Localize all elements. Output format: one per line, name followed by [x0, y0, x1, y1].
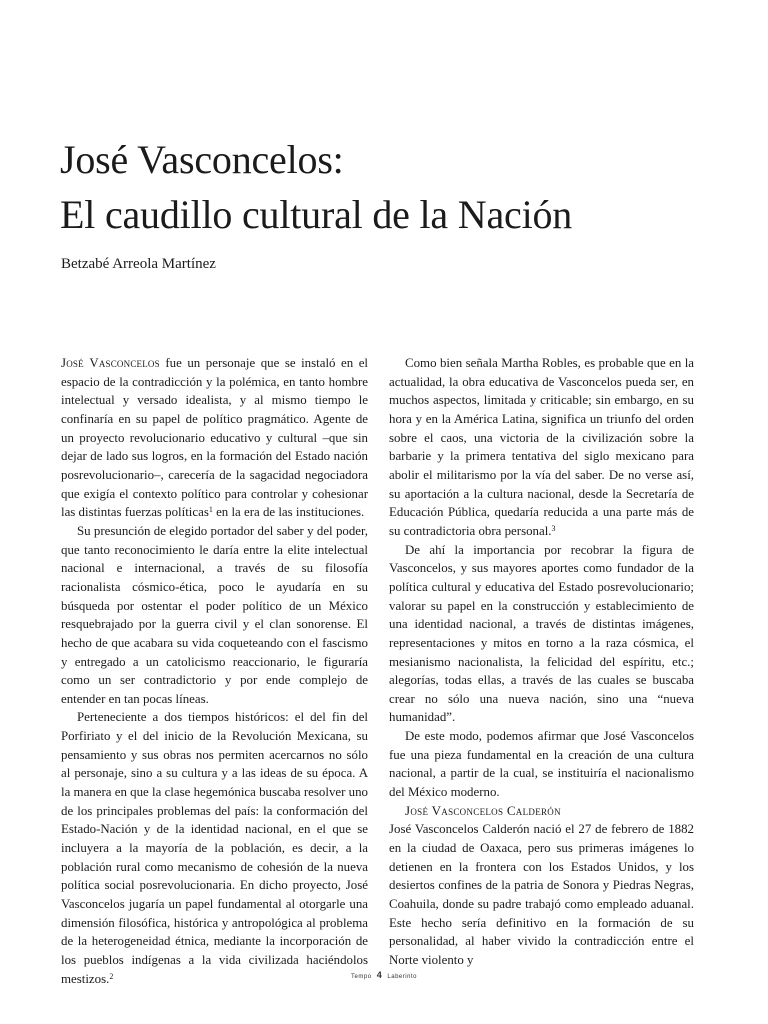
paragraph: Su presunción de elegido portador del saber y del poder, que tanto reconocimiento le daría entre la elite intelectual nacional e internacional, a través de su filosofía racionalista cósmico-ética, poco le ayudaría en su búsqueda por ostentar el poder político de un México resquebrajado por la guerra civil y el clan sonorense. El hecho de que acabara su vida coqueteando con el fascismo y entregado a un catolicismo reaccionario, le figuraría como un ser contradictorio y por ende complejo de entender en tan pocas líneas. [61, 523, 368, 706]
title-line-1: José Vasconcelos: [60, 137, 344, 182]
page-footer [0, 970, 768, 980]
footnote-marker: 1 [208, 505, 213, 515]
paragraph: De ahí la importancia por recobrar la figura de Vasconcelos, y sus mayores aportes como fundador de la política cultural y educativa del Estado posrevolucionario; valorar su papel en la construcción y establecimiento de una identidad nacional, a través de distintas imágenes, representaciones y mitos en torno a la raza cósmica, el mesianismo nacionalista, la felicidad del espíritu, etc.; alegorías, todas ellas, a través de las cuales se buscaba crear no sólo una nueva nación, sino una “nueva humanidad”. [389, 542, 694, 725]
paragraph [61, 354, 368, 522]
section-heading-text: José Vasconcelos Calderón [405, 802, 561, 818]
paragraph-text: en la era de las instituciones. [212, 505, 365, 520]
author-name: Betzabé Arreola Martínez [61, 256, 216, 272]
lead-in-name: José Vasconcelos [61, 356, 160, 370]
paragraph [61, 708, 368, 988]
footer-right-text: Laberinto [387, 974, 417, 980]
right-column [389, 354, 694, 970]
paragraph-text: fue un personaje que se instaló en el espacio de la contradicción y la polémica, en tanto hombre intelectual y versado idealista, y al mismo tiempo le confinaría en su papel de político pragmático. Agente de un proyecto revolucionario educativo y cultural –que sin dejar de lado sus logros, en la formación del Estado nación posrevolucionario–, carecería de la sagacidad negociadora que exigía el contexto político para controlar y cohesionar las distintas fuerzas políticas [61, 356, 369, 520]
left-column [61, 354, 368, 988]
paragraph-text: Perteneciente a dos tiempos históricos: el del fin del Porfiriato y el del inicio de la Revolución Mexicana, su pensamiento y sus obras nos permiten acercarnos no sólo al personaje, sino a su cultura y a las ideas de su época. A la manera en que la clase hegemónica buscaba resolver uno de los principales problemas del país: la conformación del Estado-Nación y de la identidad nacional, en el que se incluyera a la mayoría de la población, es decir, a la población rural como mecanismo de cohesión de la nueva política social posrevolucionaria. En dicho proyecto, José Vasconcelos jugaría un papel fundamental al otorgarle una dimensión filosófica, histórica y antropológica al problema de la heterogeneidad étnica, mediante la incorporación de los pueblos indígenas a la vida civilizada haciéndolos mestizos. [61, 710, 368, 986]
title-line-2: El caudillo cultural de la Nación [60, 192, 573, 237]
article-title [60, 132, 720, 242]
page-number: 4 [376, 970, 383, 980]
footnote-marker: 3 [551, 523, 556, 533]
paragraph-text: Como bien señala Martha Robles, es probable que en la actualidad, la obra educativa de Vasconcelos pueda ser, en muchos aspectos, limitada y criticable; sin embargo, en su hora y en la América Latina, significa un triunfo del orden sobre el caos, una victoria de la civilización sobre la barbarie y la primera tentativa del siglo mexicano para abolir el militarismo por la vía del saber. De no verse así, su aportación a la cultura nacional, desde la Secretaría de Educación Pública, quedaría reducida a una parte más de su contradictoria obra personal. [389, 356, 694, 538]
section-heading [389, 802, 694, 821]
paragraph [389, 354, 694, 541]
paragraph: José Vasconcelos Calderón nació el 27 de febrero de 1882 en la ciudad de Oaxaca, pero sus primeras imágenes lo detienen en la frontera con los Estados Unidos, y los desiertos confines de la patria de Sonora y Piedras Negras, Coahuila, donde su padre trabajó como empleado aduanal. Este hecho sería definitivo en la formación de su personalidad, al haber vivido la contradicción entre el Norte violento y [389, 822, 694, 967]
paragraph: De este modo, podemos afirmar que José Vasconcelos fue una pieza fundamental en la creación de una cultura nacional, a partir de la cual, se instituiría el nacionalismo del México moderno. [389, 729, 694, 800]
footer-left-text: Tempo [351, 974, 372, 980]
footnote-marker: 2 [109, 971, 114, 981]
